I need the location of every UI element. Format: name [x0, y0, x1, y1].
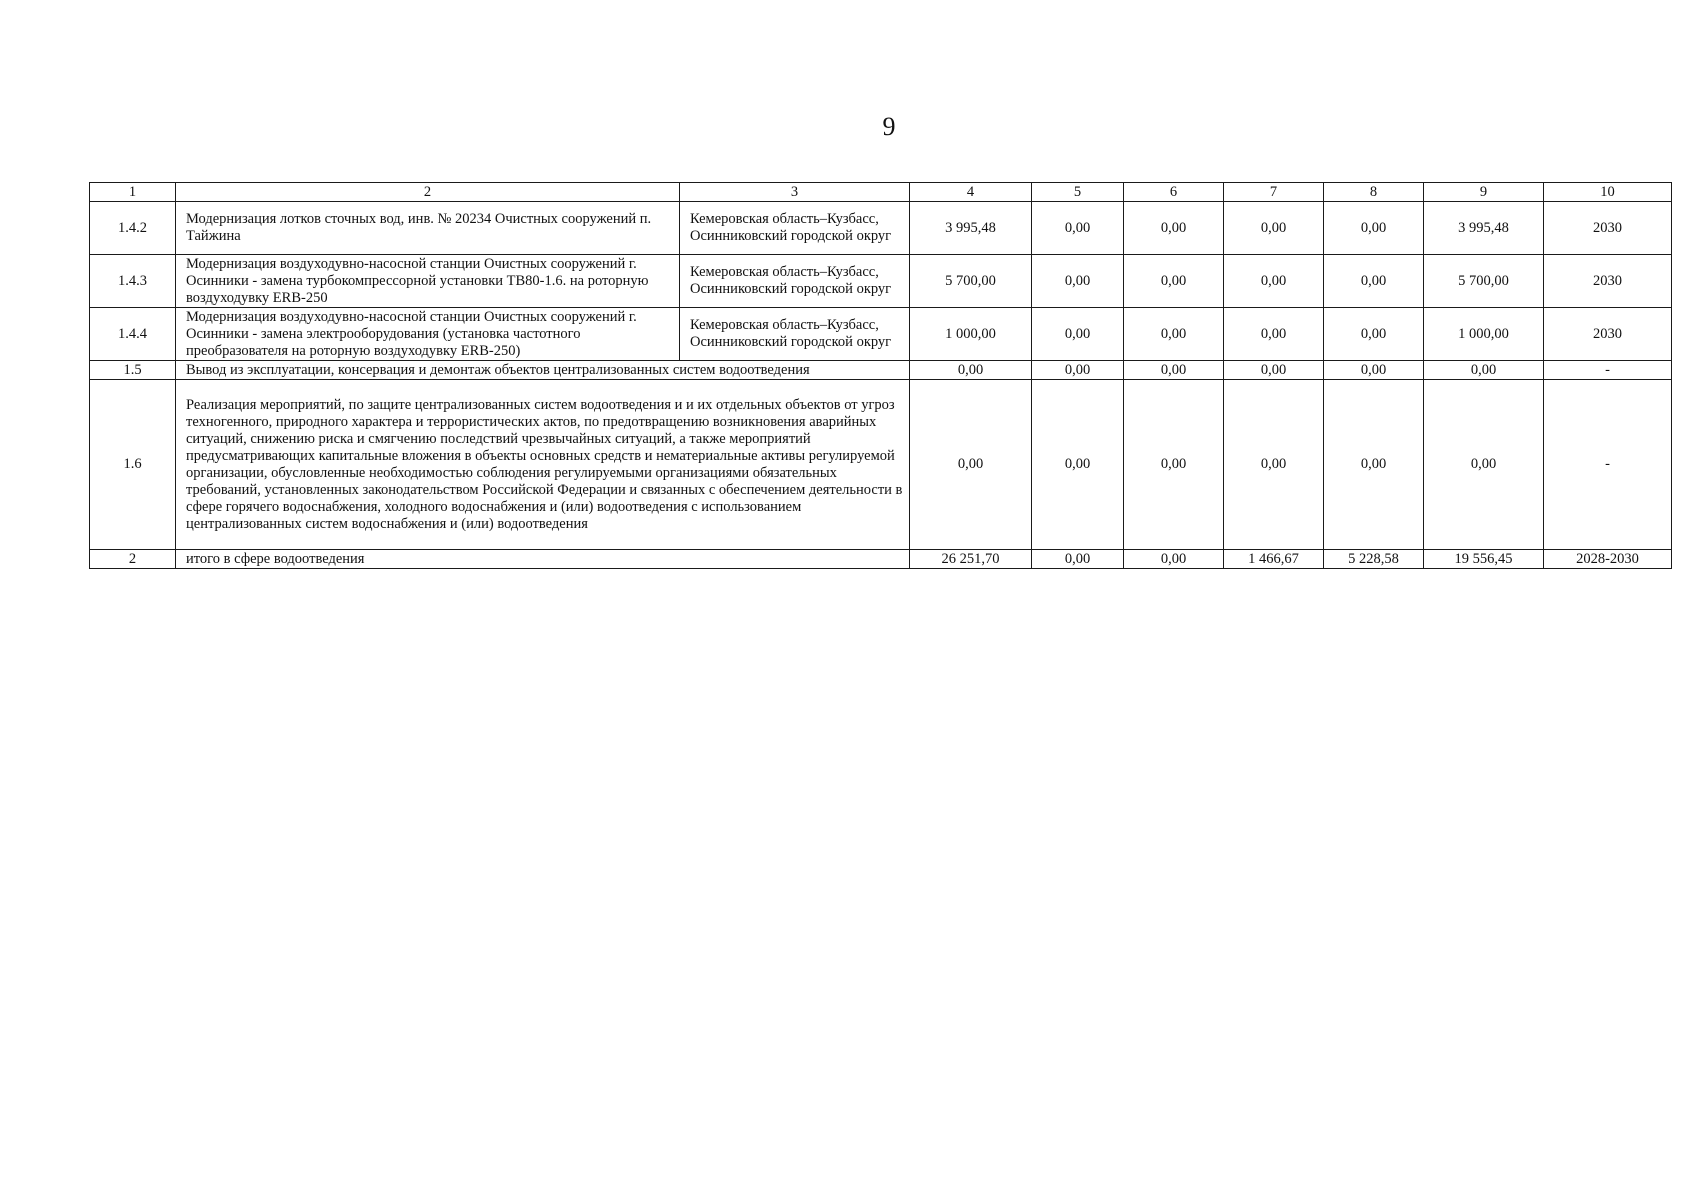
cell-col-7: 0,00 [1224, 202, 1324, 255]
row-location: Кемеровская область–Кузбасс, Осинниковский городской округ [680, 202, 910, 255]
table-row [90, 202, 1672, 255]
cell-col-9: 3 995,48 [1424, 202, 1544, 255]
cell-col-10: 2030 [1544, 202, 1672, 255]
cell-col-8: 0,00 [1324, 308, 1424, 361]
cell-col-8: 0,00 [1324, 380, 1424, 550]
header-row [90, 183, 1672, 202]
header-col-9: 9 [1424, 183, 1544, 202]
row-description: Реализация мероприятий, по защите централизованных систем водоотведения и и их отдельных объектов от угроз техногенного, природного характера и террористических актов, по предотвращению возникновения аварийных ситуаций, снижению риска и смягчению последствий чрезвычайных ситуаций, а также мероприятий предусматривающих капитальные вложения в объекты основных средств и нематериальные активы регулируемой организации, обусловленные необходимостью соблюдения регулируемыми организациями обязательных требований, установленных законодательством Российской Федерации и связанных с обеспечением деятельности в сфере горячего водоснабжения, холодного водоснабжения и (или) водоотведения с использованием централизованных систем водоснабжения и (или) водоотведения [176, 380, 910, 550]
header-col-7: 7 [1224, 183, 1324, 202]
cell-col-10: 2028-2030 [1544, 550, 1672, 569]
cell-col-7: 0,00 [1224, 380, 1324, 550]
row-location: Кемеровская область–Кузбасс, Осинниковский городской округ [680, 308, 910, 361]
cell-col-7: 0,00 [1224, 255, 1324, 308]
cell-col-10: - [1544, 361, 1672, 380]
cell-col-10: 2030 [1544, 308, 1672, 361]
row-description: итого в сфере водоотведения [176, 550, 910, 569]
cell-col-9: 19 556,45 [1424, 550, 1544, 569]
header-col-4: 4 [910, 183, 1032, 202]
cell-col-5: 0,00 [1032, 361, 1124, 380]
row-description: Модернизация воздуходувно-насосной станции Очистных сооружений г. Осинники - замена электрооборудования (установка частотного преобразователя на роторную воздуходувку ERB-250) [176, 308, 680, 361]
table-row [90, 361, 1672, 380]
cell-col-9: 0,00 [1424, 361, 1544, 380]
header-col-8: 8 [1324, 183, 1424, 202]
cell-col-10: - [1544, 380, 1672, 550]
cell-col-7: 1 466,67 [1224, 550, 1324, 569]
cell-col-6: 0,00 [1124, 550, 1224, 569]
total-row [90, 550, 1672, 569]
cell-col-4: 0,00 [910, 361, 1032, 380]
header-col-1: 1 [90, 183, 176, 202]
page-number: 9 [882, 112, 896, 141]
cell-col-4: 1 000,00 [910, 308, 1032, 361]
cell-col-8: 0,00 [1324, 361, 1424, 380]
cell-col-9: 1 000,00 [1424, 308, 1544, 361]
cell-col-5: 0,00 [1032, 550, 1124, 569]
row-description: Модернизация воздуходувно-насосной станции Очистных сооружений г. Осинники - замена турбокомпрессорной установки ТВ80-1.6. на роторную воздуходувку ERB-250 [176, 255, 680, 308]
cell-col-7: 0,00 [1224, 308, 1324, 361]
cell-col-6: 0,00 [1124, 361, 1224, 380]
cell-col-7: 0,00 [1224, 361, 1324, 380]
cell-col-6: 0,00 [1124, 255, 1224, 308]
row-number: 1.4.3 [90, 255, 176, 308]
header-col-2: 2 [176, 183, 680, 202]
cell-col-10: 2030 [1544, 255, 1672, 308]
row-description: Вывод из эксплуатации, консервация и демонтаж объектов централизованных систем водоотведения [176, 361, 910, 380]
cell-col-6: 0,00 [1124, 202, 1224, 255]
cell-col-8: 0,00 [1324, 202, 1424, 255]
header-col-5: 5 [1032, 183, 1124, 202]
cell-col-4: 5 700,00 [910, 255, 1032, 308]
row-number: 1.4.2 [90, 202, 176, 255]
row-number: 1.6 [90, 380, 176, 550]
row-location: Кемеровская область–Кузбасс, Осинниковский городской округ [680, 255, 910, 308]
table-row [90, 255, 1672, 308]
cell-col-5: 0,00 [1032, 380, 1124, 550]
cell-col-4: 3 995,48 [910, 202, 1032, 255]
cell-col-4: 0,00 [910, 380, 1032, 550]
cell-col-8: 5 228,58 [1324, 550, 1424, 569]
cell-col-9: 5 700,00 [1424, 255, 1544, 308]
header-col-10: 10 [1544, 183, 1672, 202]
header-col-6: 6 [1124, 183, 1224, 202]
cell-col-6: 0,00 [1124, 308, 1224, 361]
table-row [90, 380, 1672, 550]
table-row [90, 308, 1672, 361]
row-number: 1.5 [90, 361, 176, 380]
cell-col-5: 0,00 [1032, 308, 1124, 361]
cell-col-9: 0,00 [1424, 380, 1544, 550]
row-number: 2 [90, 550, 176, 569]
cell-col-8: 0,00 [1324, 255, 1424, 308]
cell-col-5: 0,00 [1032, 202, 1124, 255]
row-number: 1.4.4 [90, 308, 176, 361]
cell-col-5: 0,00 [1032, 255, 1124, 308]
row-description: Модернизация лотков сточных вод, инв. № 20234 Очистных сооружений п. Тайжина [176, 202, 680, 255]
cell-col-6: 0,00 [1124, 380, 1224, 550]
cell-col-4: 26 251,70 [910, 550, 1032, 569]
investment-table [89, 182, 1672, 569]
header-col-3: 3 [680, 183, 910, 202]
